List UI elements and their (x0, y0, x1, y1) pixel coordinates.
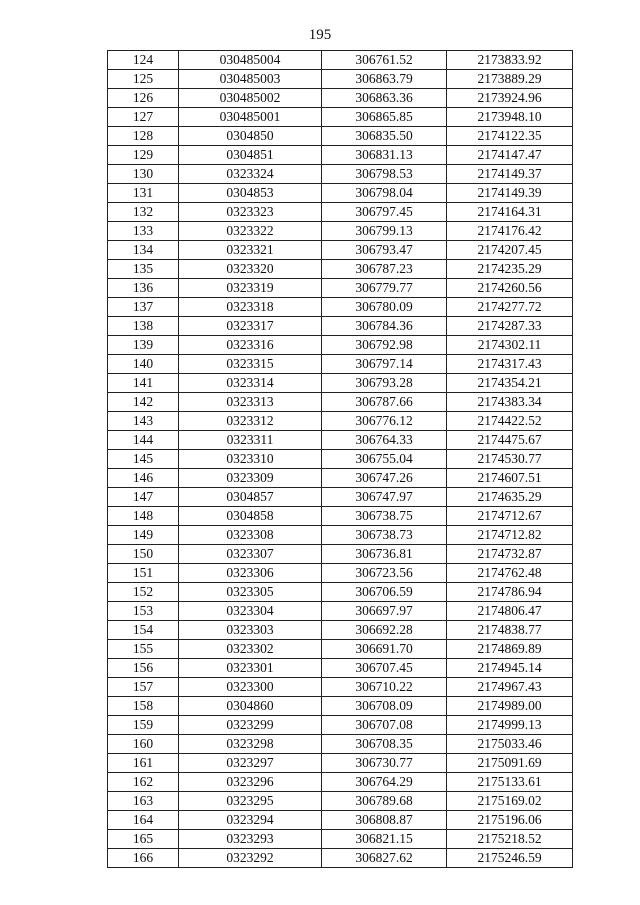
x-coordinate-cell: 306835.50 (322, 127, 447, 146)
point-id-cell: 0323303 (179, 621, 322, 640)
x-coordinate-cell: 306708.35 (322, 735, 447, 754)
x-coordinate-cell: 306799.13 (322, 222, 447, 241)
x-coordinate-cell: 306764.33 (322, 431, 447, 450)
point-id-cell: 0323302 (179, 640, 322, 659)
y-coordinate-cell: 2174354.21 (447, 374, 573, 393)
x-coordinate-cell: 306792.98 (322, 336, 447, 355)
point-id-cell: 0323294 (179, 811, 322, 830)
x-coordinate-cell: 306707.08 (322, 716, 447, 735)
point-id-cell: 0323320 (179, 260, 322, 279)
point-number-cell: 129 (108, 146, 179, 165)
table-row (108, 260, 573, 279)
table-row (108, 507, 573, 526)
x-coordinate-cell: 306797.45 (322, 203, 447, 222)
point-id-cell: 0323295 (179, 792, 322, 811)
y-coordinate-cell: 2174869.89 (447, 640, 573, 659)
table-row (108, 70, 573, 89)
point-id-cell: 0323321 (179, 241, 322, 260)
table-row (108, 431, 573, 450)
point-number-cell: 127 (108, 108, 179, 127)
table-row (108, 621, 573, 640)
table-row (108, 545, 573, 564)
point-id-cell: 0323324 (179, 165, 322, 184)
x-coordinate-cell: 306692.28 (322, 621, 447, 640)
y-coordinate-cell: 2175196.06 (447, 811, 573, 830)
point-id-cell: 0323304 (179, 602, 322, 621)
x-coordinate-cell: 306831.13 (322, 146, 447, 165)
table-row (108, 127, 573, 146)
x-coordinate-cell: 306761.52 (322, 51, 447, 70)
x-coordinate-cell: 306787.66 (322, 393, 447, 412)
x-coordinate-cell: 306730.77 (322, 754, 447, 773)
point-number-cell: 138 (108, 317, 179, 336)
point-id-cell: 0304858 (179, 507, 322, 526)
point-id-cell: 030485003 (179, 70, 322, 89)
point-id-cell: 0304851 (179, 146, 322, 165)
x-coordinate-cell: 306747.97 (322, 488, 447, 507)
x-coordinate-cell: 306779.77 (322, 279, 447, 298)
y-coordinate-cell: 2174147.47 (447, 146, 573, 165)
x-coordinate-cell: 306707.45 (322, 659, 447, 678)
point-id-cell: 0323319 (179, 279, 322, 298)
y-coordinate-cell: 2175246.59 (447, 849, 573, 868)
table-row (108, 792, 573, 811)
point-id-cell: 0323317 (179, 317, 322, 336)
point-number-cell: 135 (108, 260, 179, 279)
point-number-cell: 152 (108, 583, 179, 602)
point-number-cell: 130 (108, 165, 179, 184)
y-coordinate-cell: 2174530.77 (447, 450, 573, 469)
point-id-cell: 0323315 (179, 355, 322, 374)
point-id-cell: 0323300 (179, 678, 322, 697)
point-id-cell: 0323305 (179, 583, 322, 602)
point-id-cell: 030485004 (179, 51, 322, 70)
point-number-cell: 131 (108, 184, 179, 203)
y-coordinate-cell: 2175091.69 (447, 754, 573, 773)
y-coordinate-cell: 2173889.29 (447, 70, 573, 89)
x-coordinate-cell: 306780.09 (322, 298, 447, 317)
table-row (108, 773, 573, 792)
y-coordinate-cell: 2174149.39 (447, 184, 573, 203)
y-coordinate-cell: 2174786.94 (447, 583, 573, 602)
x-coordinate-cell: 306710.22 (322, 678, 447, 697)
x-coordinate-cell: 306863.36 (322, 89, 447, 108)
table-row (108, 754, 573, 773)
point-id-cell: 0323301 (179, 659, 322, 678)
x-coordinate-cell: 306784.36 (322, 317, 447, 336)
table-row (108, 811, 573, 830)
point-number-cell: 154 (108, 621, 179, 640)
y-coordinate-cell: 2173833.92 (447, 51, 573, 70)
y-coordinate-cell: 2174967.43 (447, 678, 573, 697)
y-coordinate-cell: 2175218.52 (447, 830, 573, 849)
point-number-cell: 145 (108, 450, 179, 469)
x-coordinate-cell: 306706.59 (322, 583, 447, 602)
point-id-cell: 0323322 (179, 222, 322, 241)
table-row (108, 469, 573, 488)
table-row (108, 279, 573, 298)
y-coordinate-cell: 2174176.42 (447, 222, 573, 241)
point-number-cell: 137 (108, 298, 179, 317)
point-id-cell: 0304853 (179, 184, 322, 203)
x-coordinate-cell: 306789.68 (322, 792, 447, 811)
x-coordinate-cell: 306827.62 (322, 849, 447, 868)
page-number: 195 (308, 27, 332, 43)
table-row (108, 146, 573, 165)
point-id-cell: 0323297 (179, 754, 322, 773)
point-number-cell: 148 (108, 507, 179, 526)
point-number-cell: 151 (108, 564, 179, 583)
y-coordinate-cell: 2175033.46 (447, 735, 573, 754)
point-id-cell: 0323323 (179, 203, 322, 222)
point-id-cell: 0323293 (179, 830, 322, 849)
y-coordinate-cell: 2174207.45 (447, 241, 573, 260)
x-coordinate-cell: 306764.29 (322, 773, 447, 792)
point-number-cell: 159 (108, 716, 179, 735)
table-row (108, 51, 573, 70)
x-coordinate-cell: 306697.97 (322, 602, 447, 621)
x-coordinate-cell: 306865.85 (322, 108, 447, 127)
point-number-cell: 133 (108, 222, 179, 241)
point-number-cell: 124 (108, 51, 179, 70)
table-row (108, 830, 573, 849)
table-row (108, 241, 573, 260)
table-row (108, 583, 573, 602)
point-number-cell: 164 (108, 811, 179, 830)
point-id-cell: 0323308 (179, 526, 322, 545)
x-coordinate-cell: 306776.12 (322, 412, 447, 431)
point-number-cell: 166 (108, 849, 179, 868)
point-number-cell: 153 (108, 602, 179, 621)
point-number-cell: 128 (108, 127, 179, 146)
table-row (108, 393, 573, 412)
point-number-cell: 162 (108, 773, 179, 792)
point-id-cell: 0323299 (179, 716, 322, 735)
table-row (108, 89, 573, 108)
table-row (108, 203, 573, 222)
table-row (108, 355, 573, 374)
coordinates-table (107, 50, 573, 868)
point-number-cell: 143 (108, 412, 179, 431)
point-number-cell: 134 (108, 241, 179, 260)
point-id-cell: 0304850 (179, 127, 322, 146)
point-number-cell: 146 (108, 469, 179, 488)
x-coordinate-cell: 306691.70 (322, 640, 447, 659)
x-coordinate-cell: 306747.26 (322, 469, 447, 488)
y-coordinate-cell: 2174732.87 (447, 545, 573, 564)
table-row (108, 716, 573, 735)
table-row (108, 735, 573, 754)
y-coordinate-cell: 2174287.33 (447, 317, 573, 336)
point-number-cell: 160 (108, 735, 179, 754)
y-coordinate-cell: 2174235.29 (447, 260, 573, 279)
y-coordinate-cell: 2174383.34 (447, 393, 573, 412)
table-row (108, 412, 573, 431)
y-coordinate-cell: 2173948.10 (447, 108, 573, 127)
y-coordinate-cell: 2174260.56 (447, 279, 573, 298)
table-row (108, 298, 573, 317)
point-id-cell: 0323313 (179, 393, 322, 412)
x-coordinate-cell: 306797.14 (322, 355, 447, 374)
x-coordinate-cell: 306821.15 (322, 830, 447, 849)
point-number-cell: 140 (108, 355, 179, 374)
y-coordinate-cell: 2174945.14 (447, 659, 573, 678)
x-coordinate-cell: 306738.75 (322, 507, 447, 526)
y-coordinate-cell: 2174712.67 (447, 507, 573, 526)
y-coordinate-cell: 2174475.67 (447, 431, 573, 450)
point-id-cell: 0323298 (179, 735, 322, 754)
table-row (108, 697, 573, 716)
point-id-cell: 030485002 (179, 89, 322, 108)
y-coordinate-cell: 2174635.29 (447, 488, 573, 507)
y-coordinate-cell: 2174607.51 (447, 469, 573, 488)
table-row (108, 849, 573, 868)
y-coordinate-cell: 2174838.77 (447, 621, 573, 640)
point-id-cell: 0323306 (179, 564, 322, 583)
point-number-cell: 156 (108, 659, 179, 678)
point-id-cell: 0323314 (179, 374, 322, 393)
y-coordinate-cell: 2174302.11 (447, 336, 573, 355)
table-row (108, 374, 573, 393)
y-coordinate-cell: 2175133.61 (447, 773, 573, 792)
x-coordinate-cell: 306736.81 (322, 545, 447, 564)
table-row (108, 678, 573, 697)
table-row (108, 564, 573, 583)
x-coordinate-cell: 306787.23 (322, 260, 447, 279)
table-row (108, 450, 573, 469)
point-id-cell: 0304860 (179, 697, 322, 716)
x-coordinate-cell: 306793.28 (322, 374, 447, 393)
point-id-cell: 0323296 (179, 773, 322, 792)
point-id-cell: 0323318 (179, 298, 322, 317)
y-coordinate-cell: 2174422.52 (447, 412, 573, 431)
point-number-cell: 158 (108, 697, 179, 716)
point-id-cell: 0323307 (179, 545, 322, 564)
x-coordinate-cell: 306755.04 (322, 450, 447, 469)
x-coordinate-cell: 306798.04 (322, 184, 447, 203)
y-coordinate-cell: 2174164.31 (447, 203, 573, 222)
point-id-cell: 0323310 (179, 450, 322, 469)
point-number-cell: 142 (108, 393, 179, 412)
x-coordinate-cell: 306808.87 (322, 811, 447, 830)
table-row (108, 184, 573, 203)
point-number-cell: 165 (108, 830, 179, 849)
table-row (108, 336, 573, 355)
table-row (108, 317, 573, 336)
table-row (108, 526, 573, 545)
table-row (108, 488, 573, 507)
y-coordinate-cell: 2174712.82 (447, 526, 573, 545)
point-number-cell: 161 (108, 754, 179, 773)
y-coordinate-cell: 2174806.47 (447, 602, 573, 621)
x-coordinate-cell: 306798.53 (322, 165, 447, 184)
x-coordinate-cell: 306863.79 (322, 70, 447, 89)
point-number-cell: 126 (108, 89, 179, 108)
point-id-cell: 0323292 (179, 849, 322, 868)
point-number-cell: 132 (108, 203, 179, 222)
point-number-cell: 155 (108, 640, 179, 659)
point-number-cell: 150 (108, 545, 179, 564)
x-coordinate-cell: 306738.73 (322, 526, 447, 545)
table-row (108, 640, 573, 659)
point-id-cell: 0323312 (179, 412, 322, 431)
point-number-cell: 144 (108, 431, 179, 450)
point-id-cell: 0323316 (179, 336, 322, 355)
point-number-cell: 147 (108, 488, 179, 507)
coordinates-table-body (108, 51, 573, 868)
x-coordinate-cell: 306793.47 (322, 241, 447, 260)
table-row (108, 222, 573, 241)
y-coordinate-cell: 2174762.48 (447, 564, 573, 583)
table-row (108, 659, 573, 678)
table-row (108, 602, 573, 621)
point-number-cell: 163 (108, 792, 179, 811)
table-row (108, 165, 573, 184)
point-number-cell: 125 (108, 70, 179, 89)
point-number-cell: 136 (108, 279, 179, 298)
y-coordinate-cell: 2174122.35 (447, 127, 573, 146)
point-number-cell: 157 (108, 678, 179, 697)
point-number-cell: 139 (108, 336, 179, 355)
y-coordinate-cell: 2174317.43 (447, 355, 573, 374)
point-id-cell: 0323311 (179, 431, 322, 450)
point-number-cell: 149 (108, 526, 179, 545)
table-row (108, 108, 573, 127)
point-id-cell: 0323309 (179, 469, 322, 488)
point-number-cell: 141 (108, 374, 179, 393)
point-id-cell: 030485001 (179, 108, 322, 127)
y-coordinate-cell: 2174989.00 (447, 697, 573, 716)
y-coordinate-cell: 2173924.96 (447, 89, 573, 108)
x-coordinate-cell: 306723.56 (322, 564, 447, 583)
y-coordinate-cell: 2174999.13 (447, 716, 573, 735)
y-coordinate-cell: 2174277.72 (447, 298, 573, 317)
y-coordinate-cell: 2175169.02 (447, 792, 573, 811)
y-coordinate-cell: 2174149.37 (447, 165, 573, 184)
point-id-cell: 0304857 (179, 488, 322, 507)
x-coordinate-cell: 306708.09 (322, 697, 447, 716)
